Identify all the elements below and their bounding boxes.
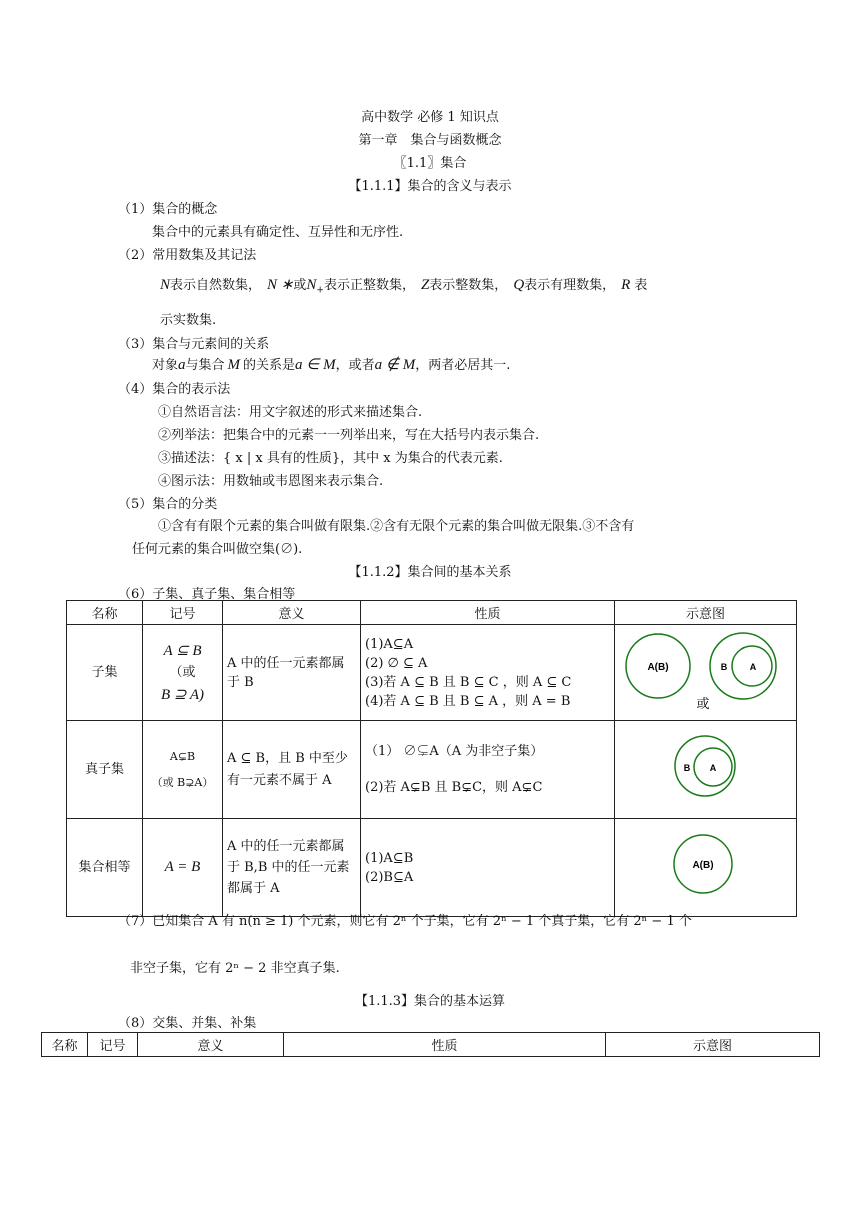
section-title: 〖1.1〗集合: [393, 156, 467, 171]
venn-diagram-equal-sets: [615, 819, 797, 910]
item-1-body: 集合中的元素具有确定性、互异性和无序性.: [152, 225, 404, 240]
subsection-title-2: 【1.1.2】集合间的基本关系: [348, 565, 512, 580]
item-3-body: 对象a与集合 M 的关系是a ∈ M，或者a ∉ M，两者必居其一.: [152, 357, 511, 373]
row-property-subset: (1)A⊆A (2) ∅ ⊆ A (3)若 A ⊆ B 且 B ⊆ C ，则 A ⊆ C (4)若 A ⊆ B 且 B ⊆ A ，则 A = B: [361, 625, 615, 721]
item-4-natural-language: ①自然语言法：用文字叙述的形式来描述集合.: [158, 405, 423, 420]
row-meaning-equal-sets: A 中的任一元素都属于 B,B 中的任一元素都属于 A: [223, 819, 361, 917]
header-meaning: 意义: [223, 601, 361, 625]
item-1-title: （1）集合的概念: [118, 202, 218, 217]
header-name: 名称: [42, 1033, 88, 1057]
subset-relation-table: [66, 600, 797, 917]
header-property: 性质: [284, 1033, 606, 1057]
row-meaning-proper-subset: A ⊆ B，且 B 中至少有一元素不属于 A: [223, 721, 361, 819]
item-7-line-1: （7）已知集合 A 有 n(n ≥ 1) 个元素，则它有 2ⁿ 个子集，它有 2ⁿ − 1 个真子集，它有 2ⁿ − 1 个: [118, 914, 692, 929]
row-name-subset: 子集: [67, 625, 143, 721]
item-6-title: （6）子集、真子集、集合相等: [118, 587, 296, 602]
venn-label-b: B: [720, 662, 728, 672]
table-header-row: [67, 601, 797, 625]
venn-label-ab: A(B): [692, 860, 714, 871]
row-name-proper-subset: 真子集: [67, 721, 143, 819]
row-symbol-proper-subset: A⊊B （或 B⊋A）: [143, 721, 223, 819]
header-diagram: 示意图: [615, 601, 797, 625]
row-name-equal-sets: 集合相等: [67, 819, 143, 917]
row-meaning-subset: A 中的任一元素都属于 B: [223, 625, 361, 721]
venn-label-b: B: [683, 763, 691, 773]
header-diagram: 示意图: [606, 1033, 820, 1057]
item-5-body-2: 任何元素的集合叫做空集(∅).: [132, 542, 303, 557]
item-7-line-2: 非空子集，它有 2ⁿ − 2 非空真子集.: [130, 961, 340, 976]
chapter-title: 第一章 集合与函数概念: [358, 133, 502, 148]
row-diagram-equal-sets: [615, 819, 797, 917]
row-diagram-proper-subset: [615, 721, 797, 819]
set-operations-table: [41, 1032, 820, 1057]
venn-diagram-proper-subset: [615, 721, 797, 812]
table-header-row: [42, 1033, 820, 1057]
item-2-line-1: N表示自然数集， N ∗或$N_+$表示正整数集， Z表示整数集， Q表示有理数集， R 表: [160, 277, 648, 296]
item-4-enumeration: ②列举法：把集合中的元素一一列举出来，写在大括号内表示集合.: [158, 428, 540, 443]
row-property-equal-sets: (1)A⊆B (2)B⊆A: [361, 819, 615, 917]
item-5-body-1: ①含有有限个元素的集合叫做有限集.②含有无限个元素的集合叫做无限集.③不含有: [158, 519, 635, 534]
row-property-proper-subset: （1） ∅⊊A（A 为非空子集） (2)若 A⊊B 且 B⊊C，则 A⊊C: [361, 721, 615, 819]
table-row: [67, 625, 797, 721]
header-meaning: 意义: [138, 1033, 284, 1057]
item-2-line-2: 示实数集.: [160, 313, 217, 328]
item-4-description: ③描述法：{ x | x 具有的性质}，其中 x 为集合的代表元素.: [158, 451, 503, 466]
venn-label-a: A: [749, 662, 757, 672]
venn-or-label: 或: [696, 697, 710, 712]
subsection-title-3: 【1.1.3】集合的基本运算: [354, 994, 506, 1009]
item-4-diagram: ④图示法：用数轴或韦恩图来表示集合.: [158, 474, 384, 489]
subsection-title: 【1.1.1】集合的含义与表示: [348, 179, 512, 194]
venn-diagram-subset: [615, 625, 797, 714]
item-8-title: （8）交集、并集、补集: [118, 1016, 257, 1031]
row-symbol-equal-sets: A = B: [143, 819, 223, 917]
item-2-title: （2）常用数集及其记法: [118, 248, 257, 263]
header-name: 名称: [67, 601, 143, 625]
header-symbol: 记号: [143, 601, 223, 625]
header-property: 性质: [361, 601, 615, 625]
venn-label-ab: A(B): [647, 662, 669, 673]
item-4-title: （4）集合的表示法: [118, 382, 231, 397]
header-symbol: 记号: [88, 1033, 138, 1057]
item-5-title: （5）集合的分类: [118, 497, 218, 512]
item-3-title: （3）集合与元素间的关系: [118, 337, 270, 352]
row-symbol-subset: A ⊆ B （或 B ⊇ A): [143, 625, 223, 721]
row-diagram-subset: [615, 625, 797, 721]
table-row: [67, 819, 797, 917]
venn-label-a: A: [709, 763, 717, 773]
table-row: [67, 721, 797, 819]
page-title: 高中数学 必修 1 知识点: [361, 110, 499, 125]
